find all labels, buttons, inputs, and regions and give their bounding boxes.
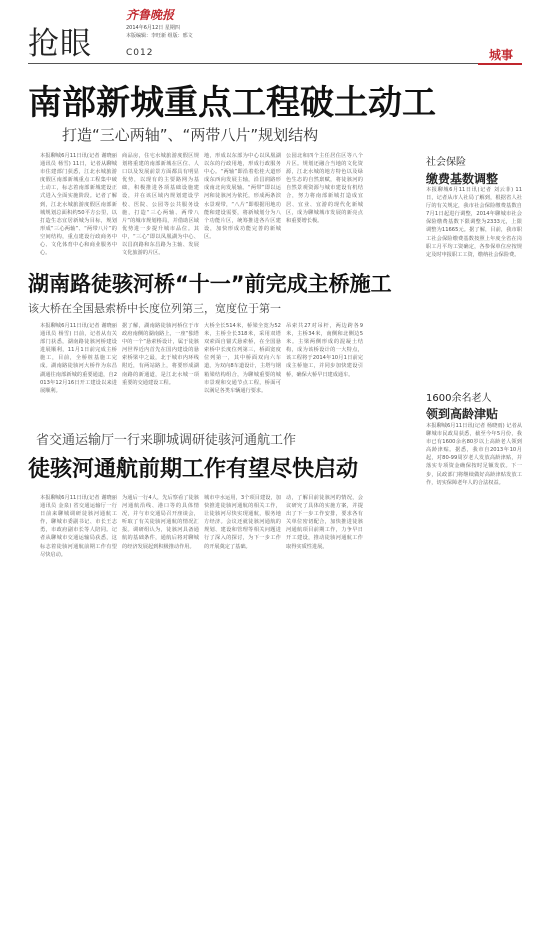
article2-column: 据了解，湖南路徒骇河桥位于市政府南侧的湖南路上，一座“独塔中的一个”悬索桥设计，属于徒骇河世界近内首先在国内建设的悬索桥梁中之最，北于城市内环线附近，有两站路上，将要形成湖南路的新通道，是江北水城一项重要的交通建设工程。 xyxy=(122,323,199,386)
article1-headline: 南部新城重点工程破土动工 xyxy=(28,83,436,123)
section-label: 城事 xyxy=(489,48,514,62)
sidebar-story1-headline: 缴费基数调整 xyxy=(426,172,499,186)
sidebar-story2-body: 本报聊城6月11日讯(记者 杨晓雨) 记者从聊城市民政局获悉，截至今年5月份，我市已有1600余名80岁以上高龄老人领到高龄津贴。据悉，我市自2013年10月起，对80-99周岁老人发放高龄津贴，并落实专项资金确保按时足额发放。下一步，民政部门将继续做好高龄津贴发放工作，切实保障老年人的合法权益。 xyxy=(426,423,522,486)
article2-column: 吊索共27对吊杆，两边跨各9米，主桥34米，南侧和北侧边5米。主梁两侧形成的混凝土结构，成为该桥设计的一大特点，该工程将于2014年10月1日前完成主桥施工，并同步加快建设引桥，确保大桥早日建成通车。 xyxy=(286,323,363,378)
article1-column: 本报聊城6月11日讯(记者 谢晓丽 通讯员 杨雪) 11日，记者从聊城市住建部门获悉，江北水城旅游度假区南部新城重点工程集中破土动工，标志着南部新城建设正式进入全面实施阶段。记者了解到，江北水城旅游度假区南部新城规划总面积约50平方公里，以打造生态宜居新城为目标，规划形成“三心两轴”、“两带八片”的空间结构，重点建设行政商务中心、文化体育中心和商业服务中心。 xyxy=(40,153,117,257)
article2-column: 大桥全长514米，桥梁全宽为52米，主桥全长318米，采用双塔双索面自锚式悬索桥，在全国悬索桥中长度位列第三，桥面宽度位列第一，其中桥面双向六车道，为双向8车道设计，主塔与钢箱梁结构组合，为聊城重要的城市景观和交通节点工程，桥面可以满足各类车辆通行要求。 xyxy=(204,323,281,394)
issue-date: 2014年6月12日 星期四 xyxy=(126,25,180,31)
article1-column: 商品房，住宅水城旅游度假区规划将重建的南部新城在区位、人口以及发展前景方面都具有明显优势，以现有的主要路网为基础，积极推进各项基础设施建设，并在该区域内规划建设学校、医院、公园等公共服务设施，打造“三心两轴、两带八片”的城市规划格局，并借助区域优势进一步提升城市品位。其中，“三心”即以凤凰湖为中心、以昌润路和东昌路为主轴、发展文化旅游的片区。 xyxy=(122,153,199,257)
article3-kicker: 省交通运输厅一行来聊城调研徒骇河通航工作 xyxy=(36,433,297,448)
article1-column: 地，形成以东部为中心以凤凰湖以东的行政用地，形成行政服务中心。“两轴”即沿着松桂大道形成东西向发展主轴，沿昌润路形成南北向发展轴。“两带”即以运河和徒骇河为依托，形成两条滨水景观带，“八片”即根据用地功能和建设需要，将新城划分为八个功能片区，统筹推进各片区建设，加快形成功能完善的新城区。 xyxy=(204,153,281,240)
masthead-rule xyxy=(28,63,522,64)
article3-column: 城市中水运用，3个项目建设，加快推进徒骇河通航的相关工作，让徒骇河尽快实现通航，服务地方经济。会议还就徒骇河通航的规划、建设和管理等相关问题进行了深入的探讨，为下一步工作的开展奠定了基础。 xyxy=(204,495,281,550)
editor-credit: 本版编辑：李旺新 组版：邢文 xyxy=(126,33,193,39)
article3-column: 为通后一行4人，先后察看了徒骇河通航沿线、港口等的具体情况，并与市交通局召开座谈会，听取了有关徒骇河通航的情况汇报。调研组认为，徒骇河具备通航的基础条件，通航后将对聊城的经济发展起到积极推动作用。 xyxy=(122,495,199,550)
article1-subhead: 打造“三心两轴”、“两带八片”规划结构 xyxy=(62,126,319,144)
article3-headline: 徒骇河通航前期工作有望尽快启动 xyxy=(28,457,359,482)
page-number: C012 xyxy=(126,48,154,58)
sidebar-story2-headline: 领到高龄津贴 xyxy=(426,407,499,421)
article3-column: 本报聊城6月11日讯(记者 谢晓丽 通讯员 金泉) 省交通运输厅一行日前来聊城调研徒骇河通航工作，聊城市委副书记、市长王志勇，市政府副市长等人陪同。记者从聊城市交通运输局获悉，这标志着徒骇河通航前期工作有望尽快启动。 xyxy=(40,495,117,558)
sidebar-story1-body: 本报聊城6月11日讯(记者 刘云菲) 11日，记者从市人社局了解到，根据省人社厅的有关规定，我市社会保险缴费基数自7月1日起进行调整，2014年聊城市社会保险缴费基数下限调整为2333元，上限调整为11665元。据了解，目前，我市职工社会保险缴费基数按照上年度全省在岗职工月平均工资确定，各参保单位应按规定及时申报职工工资，缴纳社会保险费。 xyxy=(426,187,522,258)
section-accent-rule xyxy=(478,63,522,65)
sidebar-story2-kicker: 1600余名老人 xyxy=(426,393,492,404)
article2-subhead: 该大桥在全国悬索桥中长度位列第三，宽度位于第一 xyxy=(28,302,281,315)
article2-headline: 湖南路徒骇河桥“十一”前完成主桥施工 xyxy=(28,272,392,296)
section-title: 抢眼 xyxy=(28,26,92,62)
newspaper-logo: 齐鲁晚报 xyxy=(126,8,175,22)
article3-column: 动，了解目前徒骇河的情况，会议研究了具体的实施方案，并提出了下一步工作安排，要求各有关单位密切配合，加快推进徒骇河通航项目前期工作，力争早日开工建设，推动徒骇河通航工作取得实质性进展。 xyxy=(286,495,363,550)
article1-column: 公园北和四个主任居住区等八个片区。规划还融合当地的文化资源，江北水城的地方特色以及绿色生态的自然禀赋，将徒骇河的自然景观资源与城市建设有机结合，努力将南部新城打造成宜居、宜业、宜游的现代化新城区，成为聊城城市发展的新亮点和重要增长极。 xyxy=(286,153,363,224)
article2-column: 本报聊城6月11日讯(记者 谢晓丽 通讯员 杨雪) 日前，记者从有关部门获悉，湖南路徒骇河桥建设进展顺利，11月1日前完成主桥施工，目前，全桥桩基施工完成。湖南路徒骇河大桥作为东昌湖通往南部新城的重要通道，自2013年12月16日开工建设以来进展顺利。 xyxy=(40,323,117,394)
sidebar-story1-kicker: 社会保险 xyxy=(426,157,466,168)
